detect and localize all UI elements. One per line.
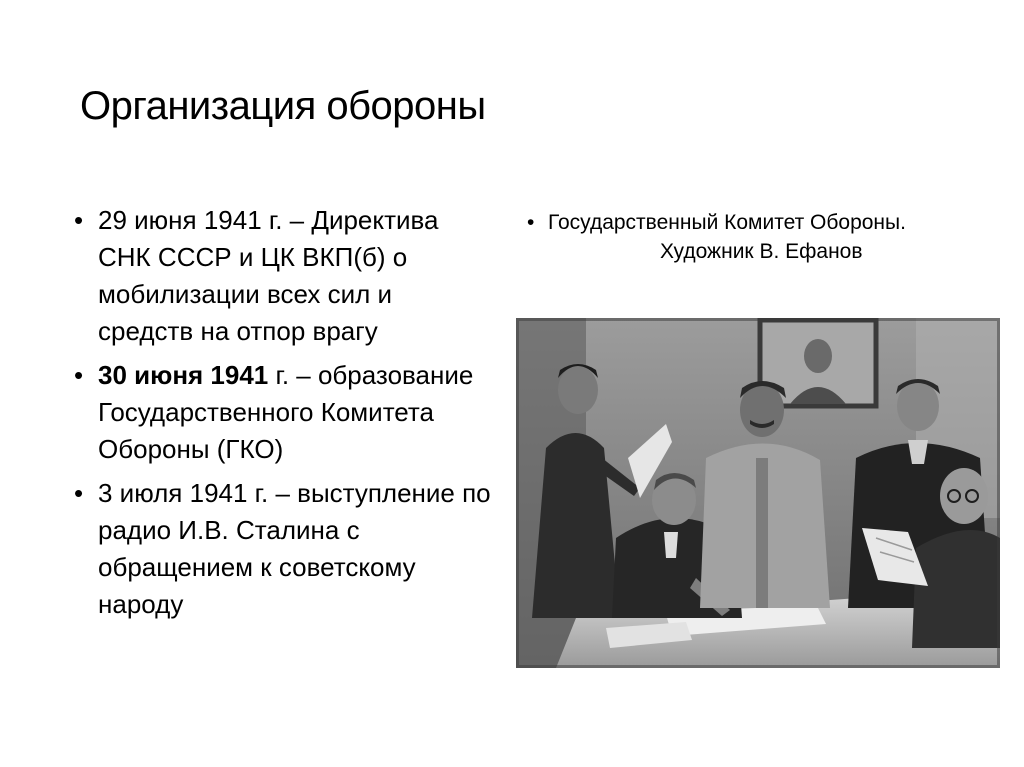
bullet-icon: •: [74, 478, 84, 508]
event-text: – Директива СНК СССР и ЦК ВКП(б) о мобилизации всех сил и средств на отпор врагу: [98, 205, 439, 346]
caption-title: Государственный Комитет Обороны.: [548, 211, 906, 234]
painting-image: [516, 318, 1000, 668]
event-text: – выступление по радио И.В. Сталина с обращением к советскому народу: [98, 478, 491, 619]
slide-title: Организация обороны: [80, 84, 486, 128]
bullet-icon: •: [74, 360, 84, 390]
event-date: 29 июня 1941 г.: [98, 205, 283, 235]
painting-illustration: [516, 318, 1000, 668]
event-date: 30 июня 1941: [98, 360, 269, 390]
bullet-icon: •: [527, 211, 535, 234]
bullet-icon: •: [74, 205, 84, 235]
caption-author: Художник В. Ефанов: [660, 240, 863, 263]
events-list: [72, 202, 492, 630]
caption-list: [527, 208, 997, 266]
list-item: [527, 208, 997, 266]
list-item: [72, 357, 492, 468]
event-text: – образование Государственного Комитета Обороны (ГКО): [98, 360, 474, 464]
list-item: [72, 202, 492, 350]
event-date: 3 июля 1941 г.: [98, 478, 269, 508]
list-item: [72, 475, 492, 623]
event-date-suffix: г.: [268, 360, 290, 390]
